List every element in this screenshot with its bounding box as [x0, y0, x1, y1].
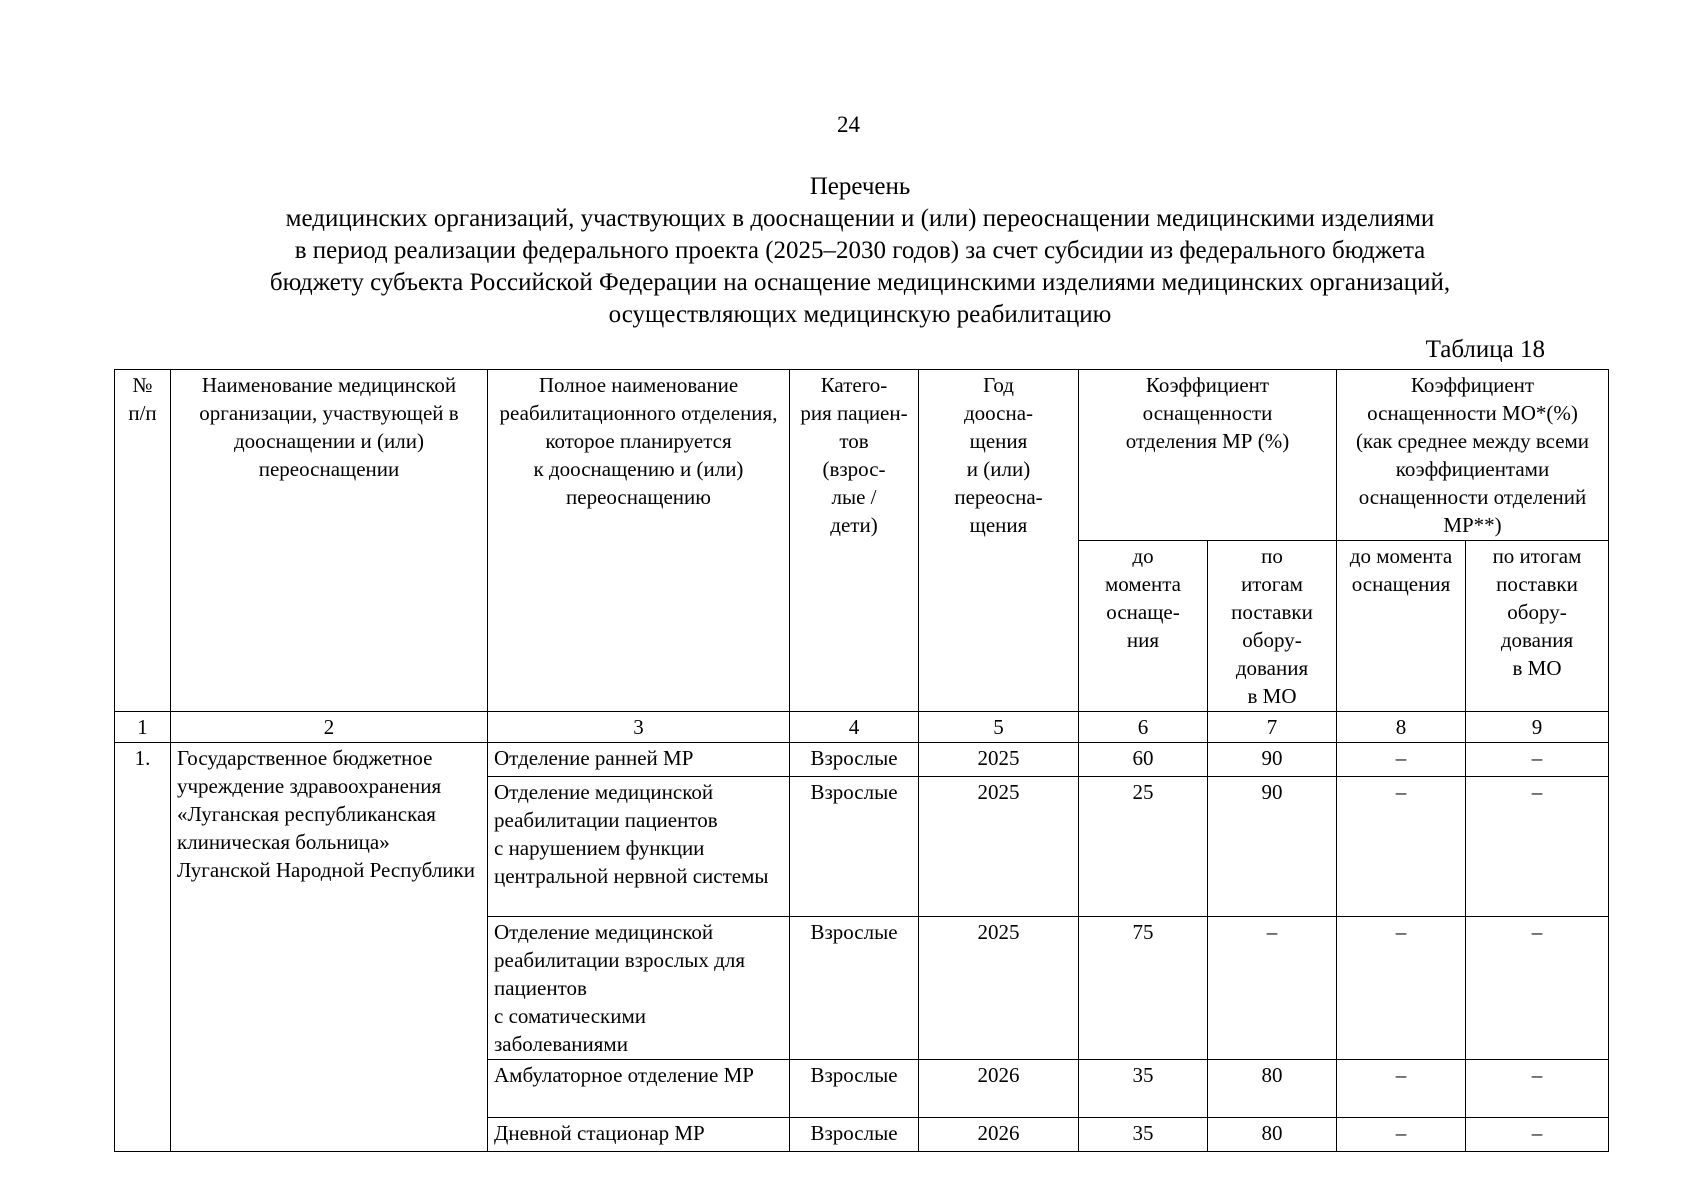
patient-category: Взрослые [790, 1118, 919, 1152]
coef-mo-before: – [1337, 917, 1466, 1060]
coef-mr-after: – [1208, 917, 1337, 1060]
header-category: Катего- рия пациен- тов (взрос- лые / дети) [790, 370, 919, 712]
coef-mr-after: 90 [1208, 743, 1337, 777]
column-number: 6 [1079, 712, 1208, 743]
coef-mr-before: 35 [1079, 1118, 1208, 1152]
table-row [115, 743, 1609, 777]
column-number: 4 [790, 712, 919, 743]
dept-name: Амбулаторное отделение МР [488, 1060, 790, 1118]
coef-mr-after: 80 [1208, 1060, 1337, 1118]
patient-category: Взрослые [790, 777, 919, 917]
coef-mo-after: – [1466, 743, 1609, 777]
org-num: 1. [115, 743, 171, 1152]
equip-year: 2025 [919, 743, 1079, 777]
equip-year: 2026 [919, 1118, 1079, 1152]
header-coef-mo: Коэффициент оснащенности МО*(%) (как среднее между всеми коэффициентами оснащенности отделений МР**) [1337, 370, 1609, 541]
header-mo-after: по итогам поставки обору- дования в МО [1466, 541, 1609, 712]
title-line-4: бюджету субъекта Российской Федерации на оснащение медицинскими изделиями медицинских организаций, [269, 269, 1451, 296]
header-num: № п/п [115, 370, 171, 712]
title-line-1: Перечень [809, 173, 911, 200]
header-coef-mr: Коэффициент оснащенности отделения МР (%) [1079, 370, 1337, 541]
coef-mr-after: 80 [1208, 1118, 1337, 1152]
column-number: 1 [115, 712, 171, 743]
equipment-table [114, 369, 1609, 1152]
coef-mr-before: 75 [1079, 917, 1208, 1060]
dept-name: Отделение ранней МР [488, 743, 790, 777]
title-line-3: в период реализации федерального проекта (2025–2030 годов) за счет субсидии из федерального бюджета [294, 237, 1426, 264]
header-before: до момента оснаще- ния [1079, 541, 1208, 712]
header-year: Год дооснa- щения и (или) переосна- щения [919, 370, 1079, 712]
column-number: 3 [488, 712, 790, 743]
patient-category: Взрослые [790, 917, 919, 1060]
coef-mo-after: – [1466, 1060, 1609, 1118]
org-name: Государственное бюджетное учреждение здравоохранения «Луганская республиканская клиническая больница» Луганской Народной Республики [171, 743, 488, 1152]
equip-year: 2026 [919, 1060, 1079, 1118]
coef-mo-before: – [1337, 777, 1466, 917]
coef-mo-before: – [1337, 1060, 1466, 1118]
column-number: 2 [171, 712, 488, 743]
coef-mr-before: 60 [1079, 743, 1208, 777]
coef-mr-after: 90 [1208, 777, 1337, 917]
dept-name: Отделение медицинской реабилитации взрослых для пациентов с соматическими заболеваниями [488, 917, 790, 1060]
table-caption: Таблица 18 [1425, 336, 1545, 363]
document-title [110, 171, 1610, 331]
header-row-top [115, 370, 1609, 541]
header-dept-name: Полное наименование реабилитационного отделения, которое планируется к дооснащению и (или) переоснащению [488, 370, 790, 712]
coef-mo-after: – [1466, 777, 1609, 917]
coef-mr-before: 35 [1079, 1060, 1208, 1118]
header-org-name: Наименование медицинской организации, участвующей в дооснащении и (или) переоснащении [171, 370, 488, 712]
dept-name: Дневной стационар МР [488, 1118, 790, 1152]
header-mo-before: до момента оснащения [1337, 541, 1466, 712]
column-number: 9 [1466, 712, 1609, 743]
coef-mr-before: 25 [1079, 777, 1208, 917]
header-after: по итогам поставки обору- дования в МО [1208, 541, 1337, 712]
column-number: 5 [919, 712, 1079, 743]
patient-category: Взрослые [790, 743, 919, 777]
title-line-5: осуществляющих медицинскую реабилитацию [608, 301, 1112, 328]
column-number: 8 [1337, 712, 1466, 743]
coef-mo-after: – [1466, 917, 1609, 1060]
column-number: 7 [1208, 712, 1337, 743]
coef-mo-before: – [1337, 1118, 1466, 1152]
column-number-row [115, 712, 1609, 743]
equip-year: 2025 [919, 917, 1079, 1060]
coef-mo-before: – [1337, 743, 1466, 777]
equip-year: 2025 [919, 777, 1079, 917]
patient-category: Взрослые [790, 1060, 919, 1118]
dept-name: Отделение медицинской реабилитации пациентов с нарушением функции центральной нервной системы [488, 777, 790, 917]
page-number: 24 [837, 112, 860, 137]
coef-mo-after: – [1466, 1118, 1609, 1152]
title-line-2: медицинских организаций, участвующих в дооснащении и (или) переоснащении медицинскими изделиями [285, 205, 1435, 232]
